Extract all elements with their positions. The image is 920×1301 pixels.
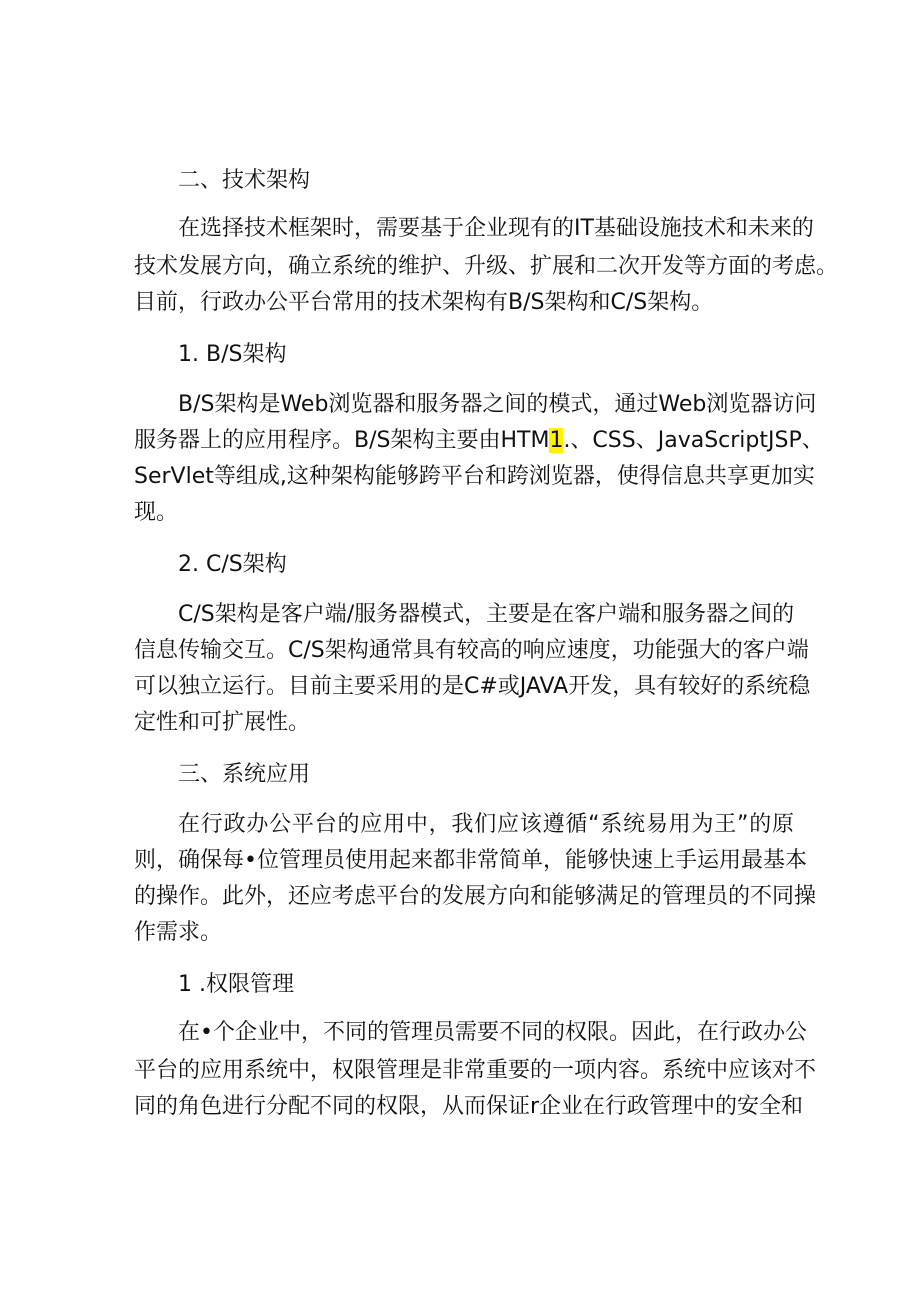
- paragraph-line: 的操作。此外，还应考虑平台的发展方向和能够满足的管理员的不同操: [134, 884, 817, 909]
- paragraph-line: 信息传输交互。C/S架构通常具有较高的响应速度，功能强大的客户端: [134, 638, 809, 663]
- paragraph-line: 同的角色进行分配不同的权限，从而保证r企业在行政管理中的安全和: [134, 1094, 804, 1119]
- paragraph-line: 在•个企业中，不同的管理员需要不同的权限。因此，在行政办公: [178, 1020, 807, 1045]
- paragraph-line: [134, 426, 824, 456]
- subheading-permission-management: 1 .权限管理: [178, 972, 294, 997]
- subheading-cs-architecture: 2. C/S架构: [178, 552, 287, 577]
- text-span: 服务器上的应用程序。B/S架构主要由HTM: [134, 428, 550, 453]
- paragraph-line: 现。: [134, 500, 179, 525]
- paragraph-line: 平台的应用系统中，权限管理是非常重要的一项内容。系统中应该对不: [134, 1058, 817, 1083]
- paragraph-line: 作需求。: [134, 920, 223, 945]
- paragraph-line: 目前，行政办公平台常用的技术架构有B/S架构和C/S架构。: [134, 290, 714, 315]
- paragraph-line: 在行政办公平台的应用中，我们应该遵循“系统易用为王”的原: [178, 812, 794, 837]
- paragraph-line: 可以独立运行。目前主要采用的是C#或JAVA开发，具有较好的系统稳: [134, 674, 811, 699]
- section-heading-tech-architecture: 二、技术架构: [178, 168, 311, 193]
- paragraph-line: C/S架构是客户端/服务器模式，主要是在客户端和服务器之间的: [178, 602, 795, 627]
- paragraph-line: 技术发展方向，确立系统的维护、升级、扩展和二次开发等方面的考虑。: [134, 254, 839, 279]
- highlighted-text: 1: [549, 428, 564, 453]
- subheading-bs-architecture: 1. B/S架构: [178, 342, 287, 367]
- paragraph-line: SerVlet等组成,这种架构能够跨平台和跨浏览器，使得信息共享更加实: [134, 464, 815, 489]
- paragraph-line: 则，确保每•位管理员使用起来都非常简单，能够快速上手运用最基本: [134, 848, 807, 873]
- paragraph-line: 在选择技术框架时，需要基于企业现有的IT基础设施技术和未来的: [178, 216, 814, 241]
- section-heading-system-application: 三、系统应用: [178, 762, 311, 787]
- paragraph-line: B/S架构是Web浏览器和服务器之间的模式，通过Web浏览器访问: [178, 392, 817, 417]
- text-span: .、CSS、JavaScriptJSP、: [563, 428, 824, 453]
- paragraph-line: 定性和可扩展性。: [134, 710, 311, 735]
